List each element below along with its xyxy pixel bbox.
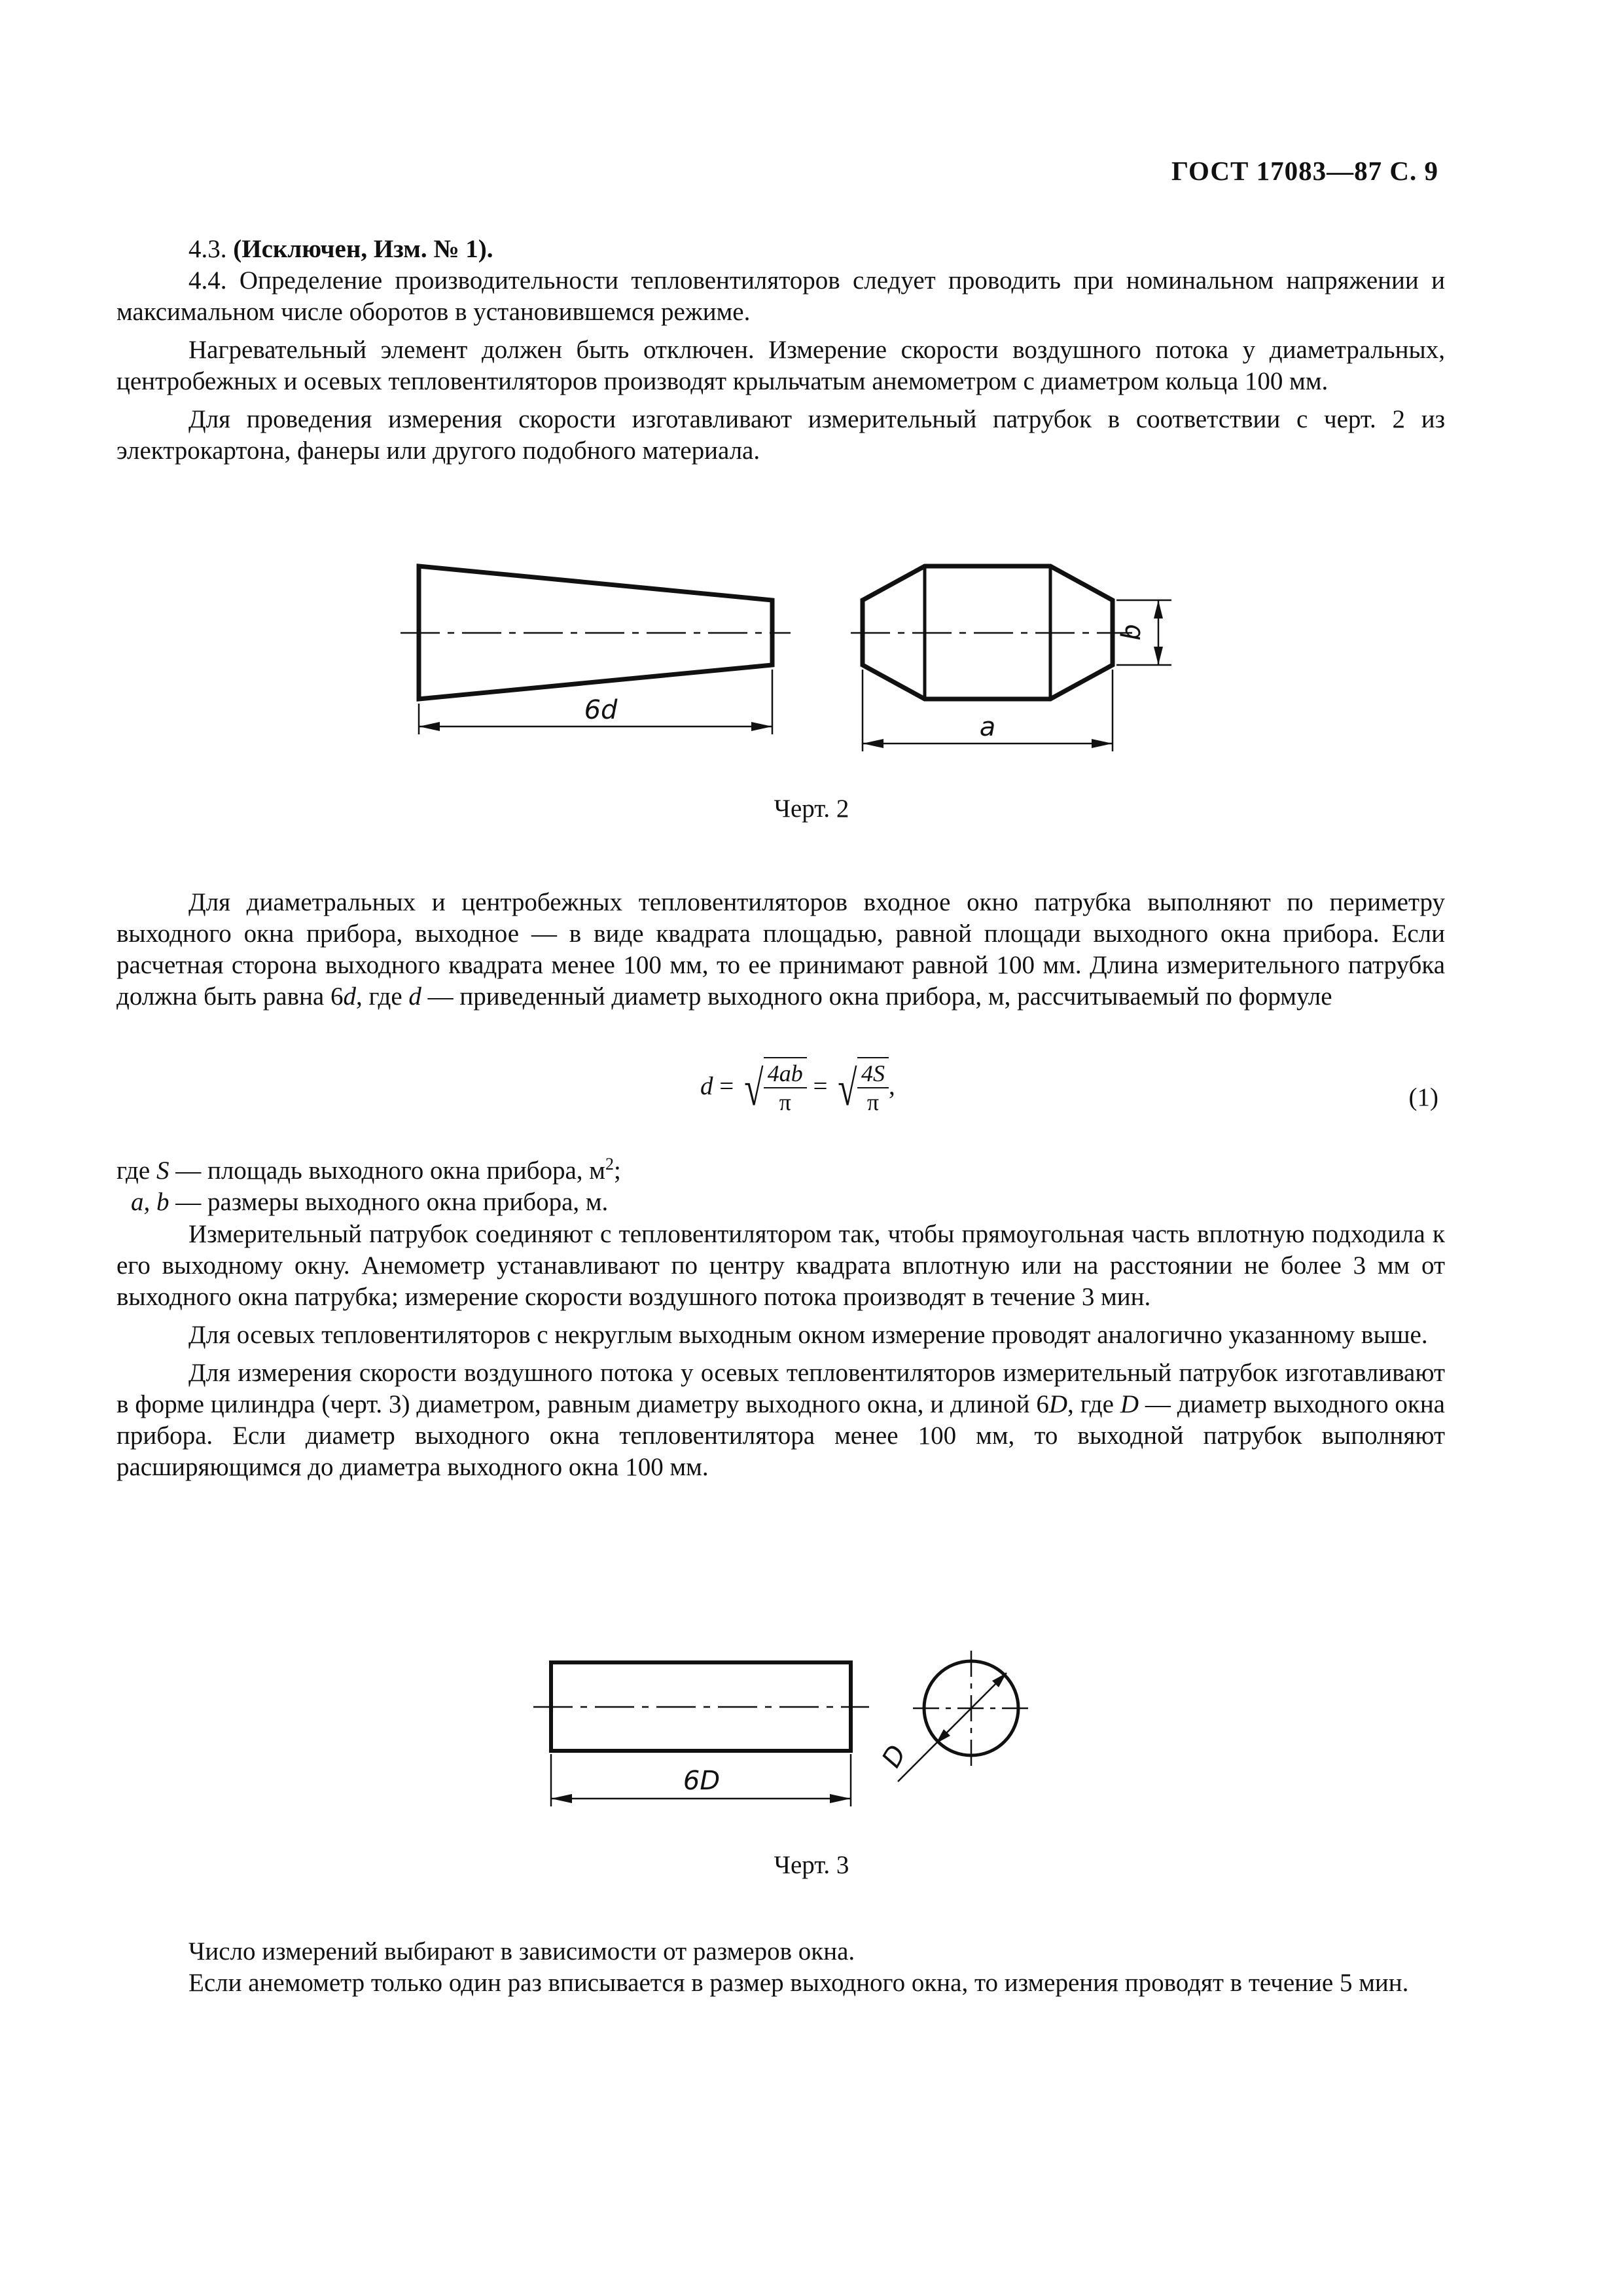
- formula-root-1: [740, 1057, 807, 1120]
- transition-height-label: b: [1116, 624, 1147, 641]
- cylinder-dim-arrow-right: [830, 1794, 851, 1803]
- figure-2-caption: Черт. 2: [774, 795, 849, 823]
- formula-legend: [116, 1155, 621, 1218]
- mid-part-3: — приведенный диаметр выходного окна прибора, м, рассчитываемый по формуле: [421, 982, 1332, 1011]
- formula-comma: ,: [888, 1071, 895, 1100]
- cone-dim-label: 6d: [584, 695, 618, 725]
- axial-part-3: — диаметр выходного окна прибора. Если диаметр выходного окна тепловентилятора менее 100 мм, то выходной патрубок выполняют расширяющимся до диаметра выходного окна 100 мм.: [116, 1390, 1445, 1481]
- cone-dim-arrow-left: [419, 722, 440, 731]
- paragraph-heating-element: Нагревательный элемент должен быть отключен. Измерение скорости воздушного потока у диаметральных, центробежных и осевых тепловентиляторов производят крыльчатым анемометром с диаметром кольца 100 мм.: [116, 336, 1445, 395]
- paragraph-single-fit: Если анемометр только один раз вписывается в размер выходного окна, то измерения проводят в течение 5 мин.: [188, 1969, 1409, 1997]
- transition-width-arrow-left: [863, 739, 883, 748]
- formula-eq-2: =: [813, 1071, 828, 1100]
- formula-fraction-2: [857, 1060, 889, 1116]
- cylinder-length-label: 6D: [683, 1766, 721, 1796]
- legend-s-end: ;: [613, 1157, 621, 1185]
- radical-sign-icon: √: [838, 1061, 857, 1116]
- fraction-1-numerator: 4ab: [767, 1060, 803, 1086]
- bottom-text-block: [116, 1936, 1445, 1999]
- legend-line-ab: [116, 1187, 621, 1218]
- paragraph-nozzle-connection: Измерительный патрубок соединяют с тепловентилятором так, чтобы прямоугольная часть вплотную подходила к его выходному окну. Анемометр устанавливают по центру квадрата вплотную или на расстоянии не более 3 мм от выходного окна патрубка; измерение скорости воздушного потока производят в течение 3 мин.: [116, 1220, 1445, 1311]
- section-4-4: [116, 265, 1445, 328]
- legend-ab-symbols: a, b: [131, 1188, 169, 1216]
- fraction-1-denominator: π: [764, 1087, 807, 1116]
- paragraph-number-of-measurements: Число измерений выбирают в зависимости от размеров окна.: [188, 1937, 855, 1965]
- figure-2-drawing: [0, 543, 1623, 818]
- diameter-label: D: [876, 1740, 913, 1773]
- section-4-3-text: (Исключен, Изм. № 1).: [233, 235, 493, 263]
- mid-part-2: , где: [355, 982, 409, 1011]
- cylinder-dim-arrow-left: [551, 1794, 572, 1803]
- axial-d-symbol-2: D: [1120, 1390, 1139, 1418]
- transition-width-arrow-right: [1092, 739, 1113, 748]
- section-4-4-text: Определение производительности тепловентиляторов следует проводить при номинальном напряжении и максимальном числе оборотов в установившемся режиме.: [116, 266, 1445, 326]
- formula-fraction-1: [764, 1060, 807, 1116]
- formula-lhs: d: [700, 1071, 713, 1100]
- axial-part-2: , где: [1067, 1390, 1120, 1418]
- axial-part-1: Для измерения скорости воздушного потока у осевых тепловентиляторов измерительный патрубок изготавливают в форме цилиндра (черт. 3) диаметром, равным диаметру выходного окна, и длиной 6: [116, 1359, 1445, 1418]
- radical-sign-icon: √: [744, 1061, 764, 1116]
- transition-height-arrow-top: [1154, 600, 1163, 619]
- formula-root-2: [834, 1057, 889, 1120]
- legend-line-s: [116, 1155, 621, 1187]
- axial-d-symbol: D: [1048, 1390, 1068, 1418]
- mid-d-symbol-2: d: [408, 982, 421, 1011]
- section-4-4-number: 4.4.: [188, 266, 227, 295]
- mid-part-1: Для диаметральных и центробежных тепловентиляторов входное окно патрубка выполняют по периметру выходного окна прибора, выходное — в виде квадрата площадью, равной площади выходного окна прибора. Если расчетная сторона выходного квадрата менее 100 мм, то ее принимают равной 100 мм. Длина измерительного патрубка должна быть равна 6: [116, 888, 1445, 1011]
- root-2-body: [857, 1057, 889, 1120]
- legend-prefix: где: [116, 1157, 156, 1185]
- top-text-block: [116, 234, 1445, 467]
- legend-s-text: — площадь выходного окна прибора, м: [169, 1157, 605, 1185]
- legend-s-superscript: 2: [605, 1155, 614, 1174]
- diameter-leader-line: [898, 1673, 1007, 1782]
- paragraph-diametral-fans: [116, 887, 1445, 1013]
- root-1-body: [764, 1057, 807, 1120]
- paragraph-axial-cylinder: [116, 1357, 1445, 1483]
- formula-1: [700, 1057, 895, 1136]
- cone-dim-arrow-right: [751, 722, 772, 731]
- paragraph-axial-noncircular: Для осевых тепловентиляторов с некруглым выходным окном измерение проводят аналогично указанному выше.: [188, 1321, 1428, 1349]
- fraction-2-numerator: 4S: [861, 1060, 885, 1086]
- mid-text-block: [116, 887, 1445, 1013]
- after-formula-block: [116, 1219, 1445, 1483]
- fraction-2-denominator: π: [857, 1087, 889, 1116]
- formula-eq-1: =: [719, 1071, 734, 1100]
- section-4-3: [116, 234, 1445, 265]
- mid-d-symbol: d: [343, 982, 356, 1011]
- paragraph-measuring-nozzle: Для проведения измерения скорости изготавливают измерительный патрубок в соответствии с черт. 2 из электрокартона, фанеры или другого подобного материала.: [116, 405, 1445, 465]
- transition-width-label: a: [979, 712, 996, 742]
- figure-3-caption: Черт. 3: [774, 1851, 849, 1879]
- page-header: ГОСТ 17083—87 С. 9: [1171, 156, 1438, 186]
- section-4-3-number: 4.3.: [188, 235, 227, 263]
- formula-number: (1): [1408, 1083, 1438, 1111]
- transition-height-arrow-bottom: [1154, 647, 1163, 665]
- figure-3-drawing: [0, 1649, 1623, 1820]
- legend-ab-text: — размеры выходного окна прибора, м.: [169, 1188, 609, 1216]
- legend-s-symbol: S: [156, 1157, 169, 1185]
